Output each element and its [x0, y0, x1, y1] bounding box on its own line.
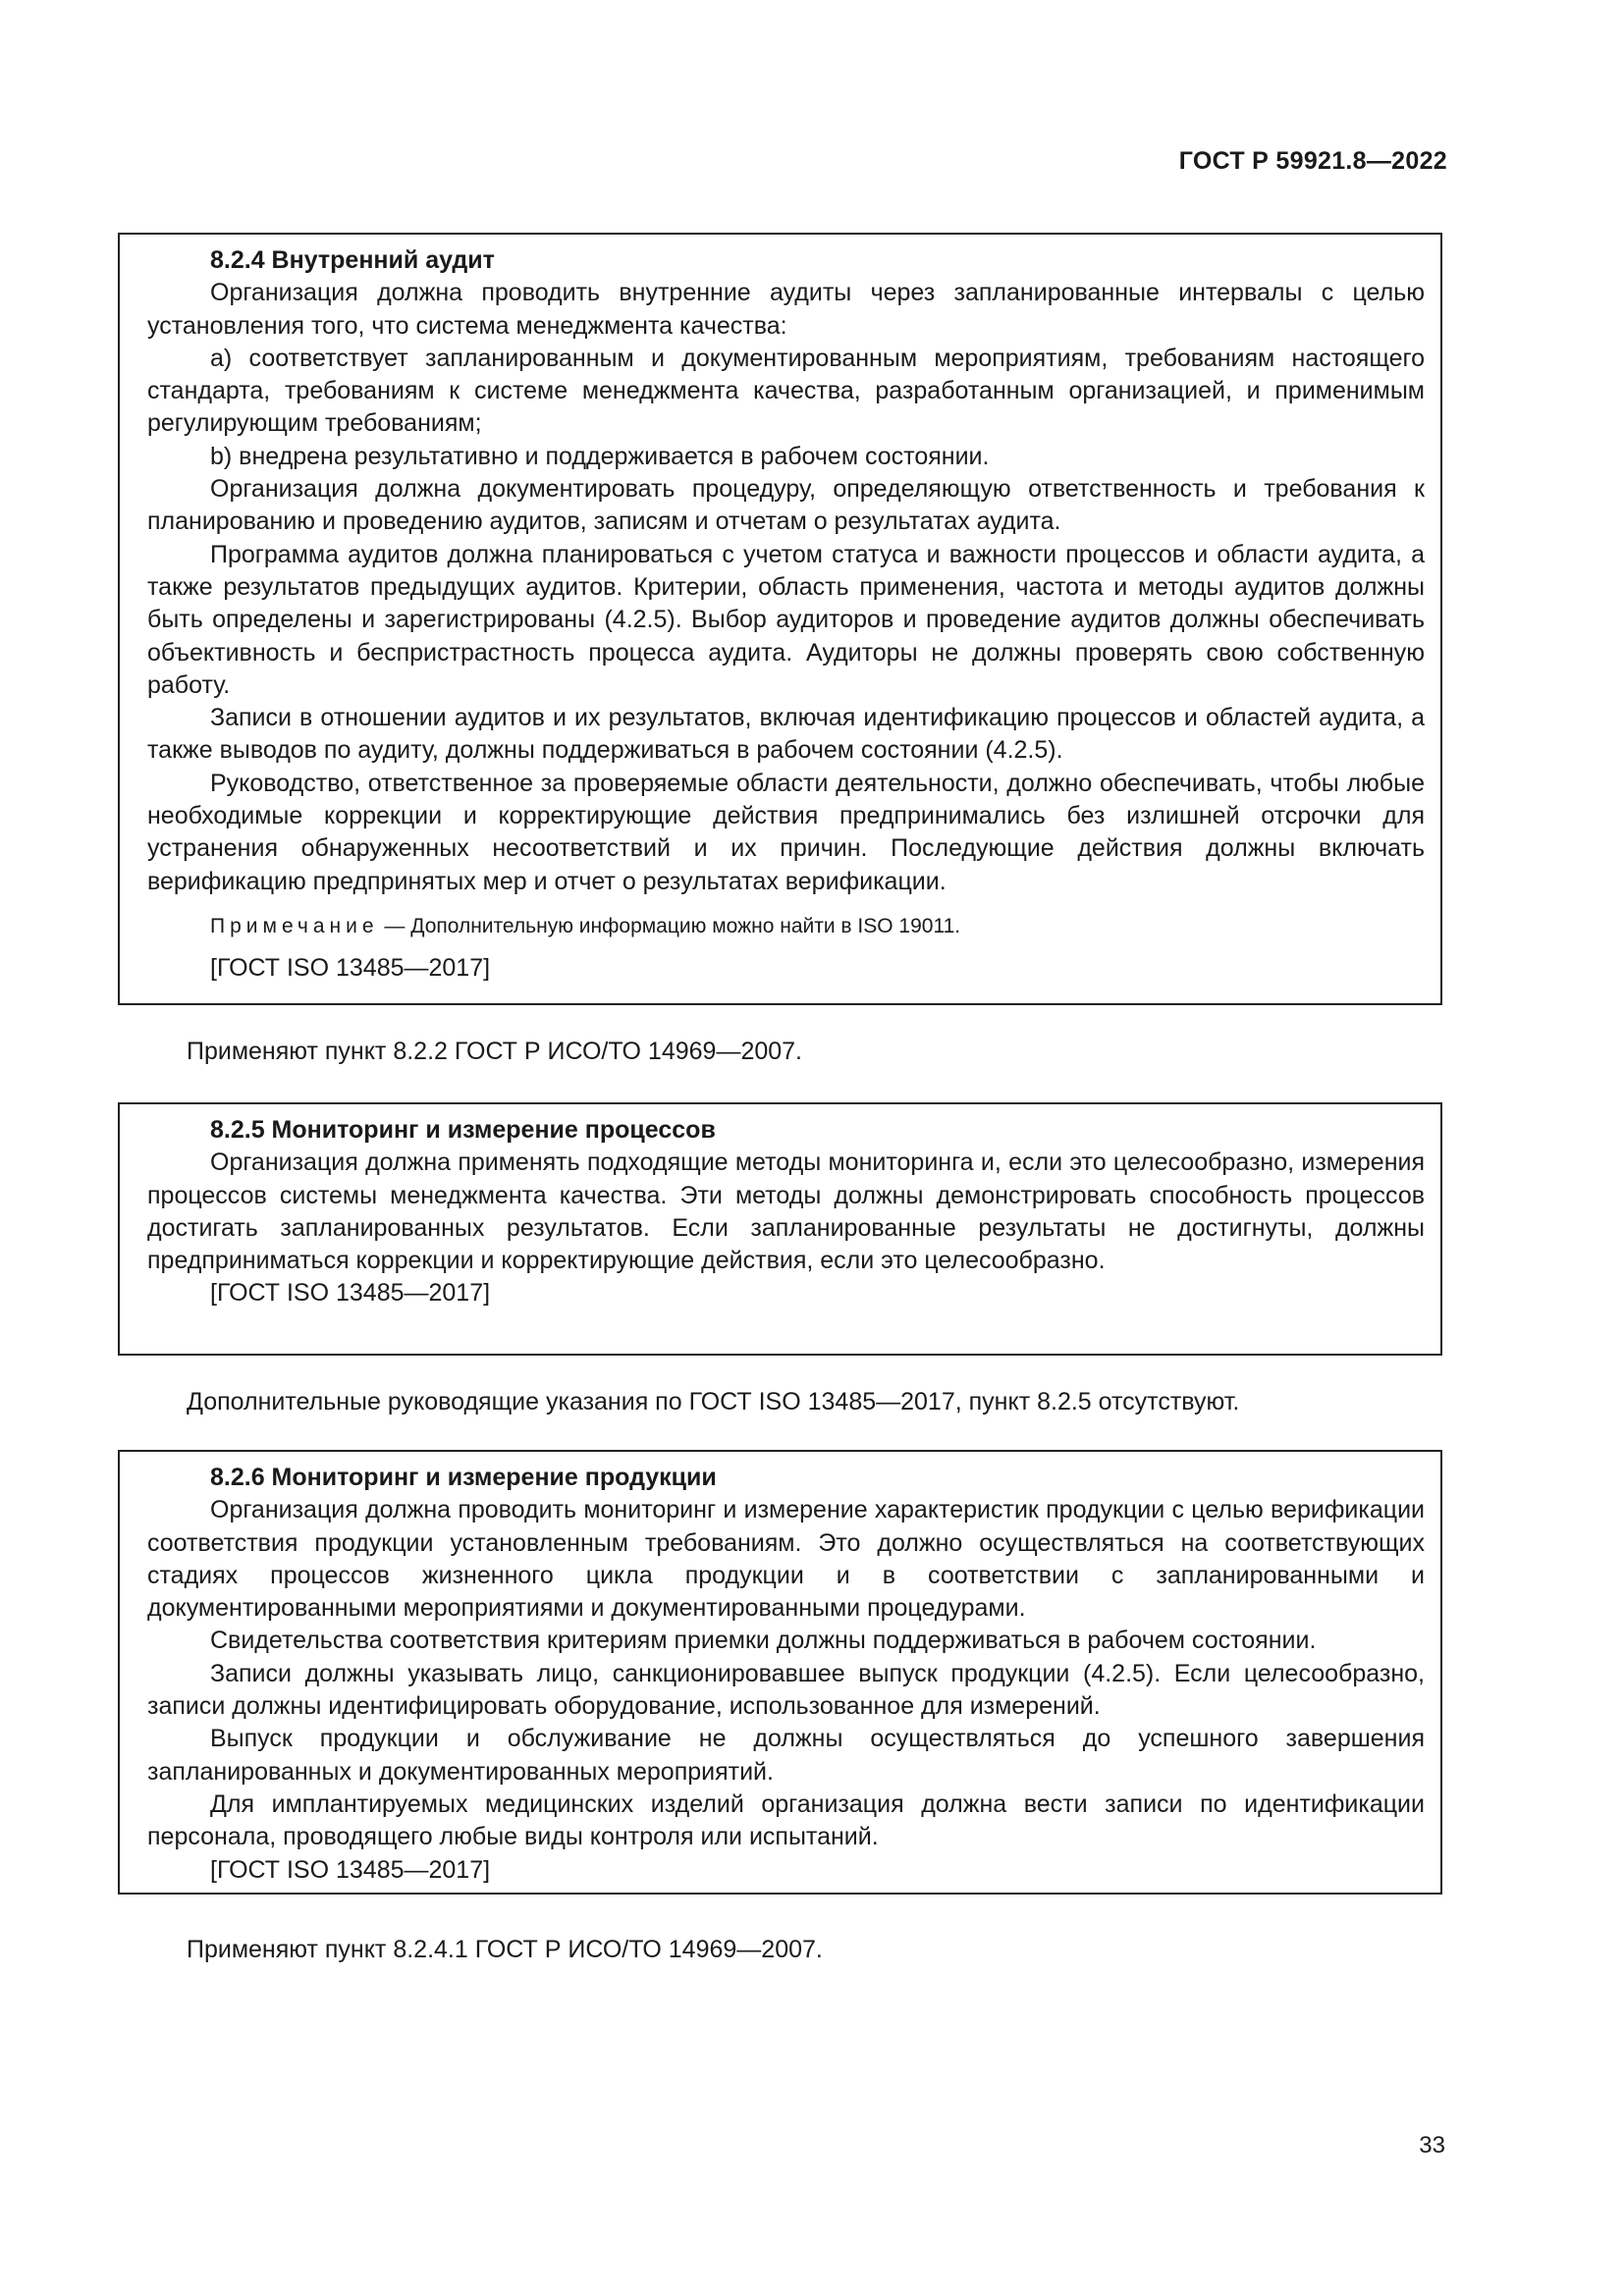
- paragraph: Записи в отношении аудитов и их результатов, включая идентификацию процессов и областей аудита, а также выводов по аудиту, должны поддерживаться в рабочем состоянии (4.2.5).: [147, 704, 1425, 765]
- paragraph: Руководство, ответственное за проверяемые области деятельности, должно обеспечивать, чтобы любые необходимые коррекции и корректирующие действия предпринимались без излишней отсрочки для устранения обнаруженных несоответствий и их причин. Последующие действия должны включать верификацию предпринятых мер и отчет о результатах верификации.: [147, 769, 1425, 895]
- source-reference: [ГОСТ ISO 13485—2017]: [210, 1279, 491, 1308]
- paragraph: Организация должна проводить внутренние аудиты через запланированные интервалы с целью установления того, что система менеджмента качества:: [147, 279, 1425, 340]
- applied-clause-text: Применяют пункт 8.2.4.1 ГОСТ Р ИСО/ТО 14969—2007.: [187, 1936, 823, 1963]
- paragraph: Для имплантируемых медицинских изделий организация должна вести записи по идентификации персонала, проводящего любые виды контроля или испытаний.: [147, 1789, 1425, 1851]
- section-title: 8.2.4 Внутренний аудит: [210, 246, 495, 274]
- quote-box-product-monitoring: [118, 1450, 1442, 1895]
- paragraph: Выпуск продукции и обслуживание не должны осуществляться до успешного завершения запланированных и документированных мероприятий.: [147, 1725, 1425, 1786]
- list-item-a: а) соответствует запланированным и документированным мероприятиям, требованиям настоящего стандарта, требованиям к системе менеджмента качества, разработанным организацией, и применимым регулирующим требованиям;: [147, 344, 1425, 438]
- quote-box-process-monitoring: [118, 1102, 1442, 1356]
- section-title: 8.2.5 Мониторинг и измерение процессов: [210, 1116, 716, 1144]
- list-item-b: b) внедрена результативно и поддерживается в рабочем состоянии.: [210, 442, 990, 470]
- document-code-header: ГОСТ Р 59921.8—2022: [1178, 147, 1447, 175]
- guidance-absent-text: Дополнительные руководящие указания по ГОСТ ISO 13485—2017, пункт 8.2.5 отсутствуют.: [187, 1388, 1240, 1415]
- paragraph: Организация должна применять подходящие методы мониторинга и, если это целесообразно, измерения процессов системы менеджмента качества. Эти методы должны демонстрировать способность процессов достигать запланированных результатов. Если запланированные результаты не достигнуты, должны предприниматься коррекции и корректирующие действия, если это целесообразно.: [147, 1148, 1425, 1275]
- note: [147, 910, 1425, 942]
- page-number: 33: [1419, 2132, 1445, 2159]
- paragraph: Организация должна проводить мониторинг и измерение характеристик продукции с целью верификации соответствия продукции установленным требованиям. Это должно осуществляться на соответствующих стадиях процессов жизненного цикла продукции и в соответствии с запланированными и документированными мероприятиями и документированными процедурами.: [147, 1496, 1425, 1623]
- paragraph: Свидетельства соответствия критериям приемки должны поддерживаться в рабочем состоянии.: [210, 1627, 1317, 1655]
- source-reference: [ГОСТ ISO 13485—2017]: [210, 954, 491, 983]
- paragraph: Программа аудитов должна планироваться с учетом статуса и важности процессов и области аудита, а также результатов предыдущих аудитов. Критерии, область применения, частота и методы аудитов должны быть определены и зарегистрированы (4.2.5). Выбор аудиторов и проведение аудитов должны обеспечивать объективность и беспристрастность процесса аудита. Аудиторы не должны проверять свою собственную работу.: [147, 540, 1425, 699]
- note-text: — Дополнительную информацию можно найти в ISO 19011.: [378, 914, 961, 937]
- note-label: Примечание: [210, 914, 379, 937]
- applied-clause-text: Применяют пункт 8.2.2 ГОСТ Р ИСО/ТО 14969—2007.: [187, 1038, 803, 1065]
- section-title: 8.2.6 Мониторинг и измерение продукции: [210, 1464, 717, 1491]
- paragraph: Записи должны указывать лицо, санкционировавшее выпуск продукции (4.2.5). Если целесообразно, записи должны идентифицировать оборудование, использованное для измерений.: [147, 1659, 1425, 1721]
- paragraph: Организация должна документировать процедуру, определяющую ответственность и требования к планированию и проведению аудитов, записям и отчетам о результатах аудита.: [147, 475, 1425, 536]
- quote-box-internal-audit: [118, 233, 1442, 1005]
- source-reference: [ГОСТ ISO 13485—2017]: [210, 1855, 491, 1884]
